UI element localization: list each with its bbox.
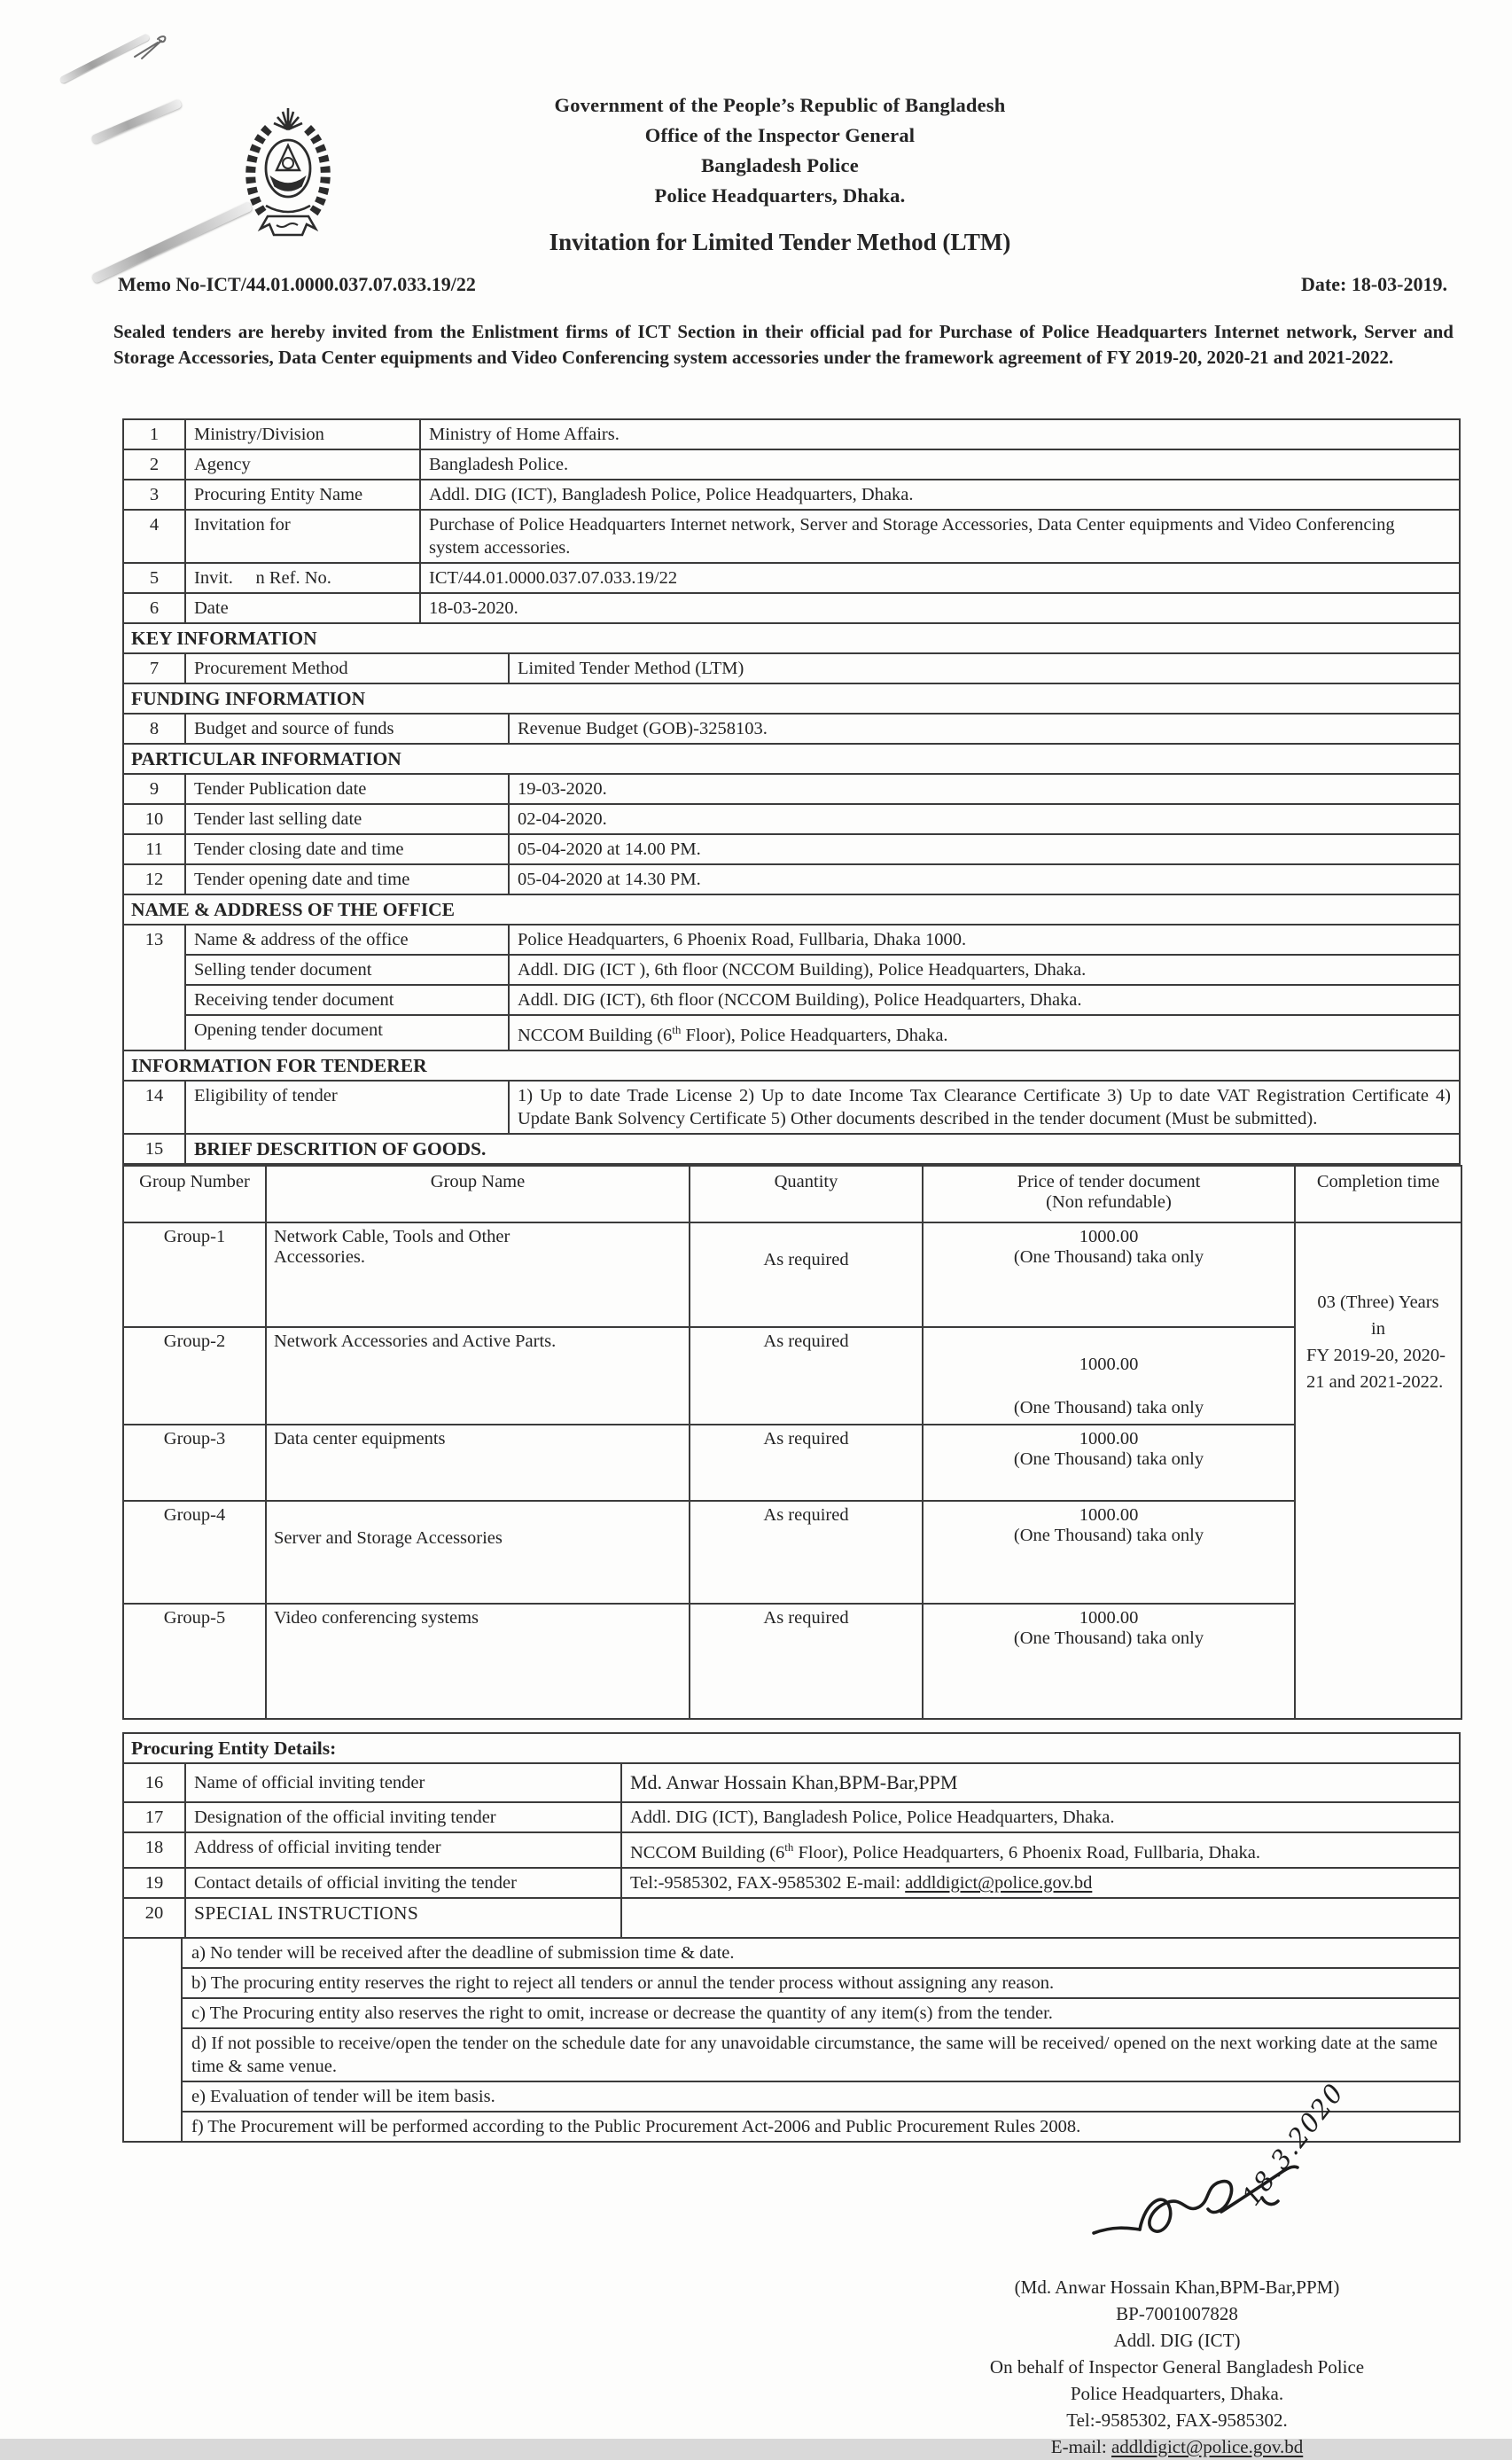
table-row-15: [124, 1133, 1459, 1163]
group-quantity: As required: [690, 1222, 923, 1327]
goods-row-group-4: [123, 1501, 1461, 1604]
row-value: Revenue Budget (GOB)-3258103.: [508, 715, 1459, 743]
row-value: 02-04-2020.: [508, 805, 1459, 833]
signature-area: [902, 2076, 1452, 2274]
row-value: 18-03-2020.: [419, 594, 1459, 622]
group-price: 1000.00 (One Thousand) taka only: [923, 1501, 1295, 1604]
row-label: Invit. n Ref. No.: [184, 564, 419, 592]
row-number: 6: [149, 598, 160, 618]
row-label: SPECIAL INSTRUCTIONS: [184, 1899, 620, 1937]
group-name: Video conferencing systems: [266, 1604, 690, 1719]
row-label: Selling tender document: [184, 954, 508, 984]
header-line-office: Office of the Inspector General: [644, 124, 916, 146]
memo-date: Date: 18-03-2019.: [1301, 273, 1447, 295]
row-value: 05-04-2020 at 14.30 PM.: [508, 865, 1459, 894]
group-quantity: As required: [690, 1327, 923, 1425]
row-label: Receiving tender document: [184, 984, 508, 1014]
row-value: 05-04-2020 at 14.00 PM.: [508, 835, 1459, 863]
completion-time-cell: 03 (Three) Years in FY 2019-20, 2020- 21 and 2021-2022.: [1295, 1222, 1461, 1719]
instruction-item-f: f) The Procurement will be performed according to the Public Procurement Act-2006 and Public Procurement Rules 2008.: [183, 2111, 1459, 2141]
table-row-14: [124, 1080, 1459, 1133]
group-quantity: As required: [690, 1425, 923, 1501]
handwritten-signature: [1088, 2159, 1328, 2269]
row-number: 15: [144, 1138, 164, 1159]
row-label: Name & address of the office: [184, 925, 508, 954]
table-row-12: [124, 863, 1459, 894]
table-row-6: [124, 592, 1459, 622]
staple-mark: [90, 98, 182, 144]
row-label: Contact details of official inviting the tender: [184, 1869, 620, 1897]
row-number: 9: [149, 779, 160, 799]
table-row-11: [124, 833, 1459, 863]
section-header-information-for-tenderer: INFORMATION FOR TENDERER: [124, 1050, 1459, 1080]
row-value: Addl. DIG (ICT), 6th floor (NCCOM Building), Police Headquarters, Dhaka.: [508, 984, 1459, 1014]
row-value: Ministry of Home Affairs.: [419, 420, 1459, 449]
goods-row-group-5: [123, 1604, 1461, 1719]
section-header-funding-information: FUNDING INFORMATION: [124, 683, 1459, 713]
row-number: 3: [149, 485, 160, 504]
row-value: Addl. DIG (ICT), Bangladesh Police, Police Headquarters, Dhaka.: [620, 1803, 1459, 1831]
row-number: 7: [149, 659, 160, 678]
group-number: Group-2: [123, 1327, 266, 1425]
handwritten-date: 18.3.2020: [1235, 2076, 1351, 2212]
group-quantity: As required: [690, 1501, 923, 1604]
document-title: Invitation for Limited Tender Method (LTM): [549, 229, 1011, 255]
group-number: Group-4: [123, 1501, 266, 1604]
group-number: Group-1: [123, 1222, 266, 1327]
header-line-org: Bangladesh Police: [701, 154, 859, 176]
row-value: Police Headquarters, 6 Phoenix Road, Fullbaria, Dhaka 1000.: [508, 925, 1459, 954]
memo-row: [118, 273, 1447, 296]
group-name: Server and Storage Accessories: [266, 1501, 690, 1604]
row-number: 16: [144, 1772, 164, 1792]
row-value: Tel:-9585302, FAX-9585302 E-mail: addldigict@police.gov.bd: [620, 1869, 1459, 1897]
table-row-13: [124, 924, 1459, 1050]
table-row-3: [124, 479, 1459, 509]
row-label: BRIEF DESCRITION OF GOODS.: [184, 1135, 1459, 1163]
row-value: Bangladesh Police.: [419, 450, 1459, 479]
row-label: Address of official inviting tender: [184, 1833, 620, 1867]
signatory-email-line: E-mail: addldigict@police.gov.bd: [1050, 2435, 1304, 2457]
goods-header-quantity: Quantity: [690, 1166, 923, 1222]
goods-header-row: [123, 1166, 1461, 1222]
row-number: 20: [144, 1902, 164, 1923]
row-value: 19-03-2020.: [508, 775, 1459, 803]
row-label: Tender last selling date: [184, 805, 508, 833]
header-line-government: Government of the People’s Republic of Bangladesh: [554, 94, 1006, 116]
row-number: 14: [144, 1085, 164, 1105]
row-number: 2: [149, 455, 160, 474]
group-number: Group-5: [123, 1604, 266, 1719]
table-row-10: [124, 803, 1459, 833]
table-row-17: [124, 1801, 1459, 1831]
content-stack: [122, 418, 1461, 2460]
row-value: Addl. DIG (ICT), Bangladesh Police, Police Headquarters, Dhaka.: [419, 480, 1459, 509]
table-row-19: [124, 1867, 1459, 1897]
group-name: Network Accessories and Active Parts.: [266, 1327, 690, 1425]
group-price: 1000.00 (One Thousand) taka only: [923, 1222, 1295, 1327]
section-header-office-address: NAME & ADDRESS OF THE OFFICE: [124, 894, 1459, 924]
row-number: 8: [149, 719, 160, 738]
table-row-2: [124, 449, 1459, 479]
row-label: Date: [184, 594, 419, 622]
table-row-8: [124, 713, 1459, 743]
table-row-7: [124, 652, 1459, 683]
group-quantity: As required: [690, 1604, 923, 1719]
goods-row-group-2: [123, 1327, 1461, 1425]
instruction-item-e: e) Evaluation of tender will be item basis.: [183, 2081, 1459, 2111]
row-number: 13: [144, 930, 164, 949]
row-label: Tender Publication date: [184, 775, 508, 803]
table-row-1: [124, 420, 1459, 449]
table-row-9: [124, 773, 1459, 803]
signatory-email: addldigict@police.gov.bd: [1111, 2435, 1304, 2457]
group-name: Data center equipments: [266, 1425, 690, 1501]
group-name: Network Cable, Tools and Other Accessories.: [266, 1222, 690, 1327]
goods-header-price: Price of tender document (Non refundable): [923, 1166, 1295, 1222]
pen-scribble-mark: [131, 32, 172, 62]
signatory-designation: Addl. DIG (ICT): [1113, 2329, 1241, 2351]
table-row-16: [124, 1762, 1459, 1801]
row-value: ICT/44.01.0000.037.07.033.19/22: [419, 564, 1459, 592]
row-value: Md. Anwar Hossain Khan,BPM-Bar,PPM: [620, 1764, 1459, 1801]
row-number: 11: [145, 840, 163, 859]
row-value-empty: [620, 1899, 1459, 1937]
goods-header-group-number: Group Number: [123, 1166, 266, 1222]
row-number: 10: [144, 809, 164, 829]
row-value: NCCOM Building (6th Floor), Police Headquarters, Dhaka.: [508, 1014, 1459, 1050]
group-price: 1000.00 (One Thousand) taka only: [923, 1604, 1295, 1719]
row-label: Eligibility of tender: [184, 1082, 508, 1133]
instruction-item-c: c) The Procuring entity also reserves the right to omit, increase or decrease the quantity of any item(s) from the tender.: [183, 1997, 1459, 2027]
signatory-bp-number: BP-7001007828: [1116, 2302, 1238, 2324]
row-number: 17: [144, 1807, 164, 1827]
signatory-hq: Police Headquarters, Dhaka.: [1070, 2382, 1284, 2404]
goods-table: [122, 1165, 1462, 1720]
section-header-procuring-entity: Procuring Entity Details:: [131, 1737, 337, 1759]
section-header-key-information: KEY INFORMATION: [124, 622, 1459, 652]
row-value: 1) Up to date Trade License 2) Up to date Income Tax Clearance Certificate 3) Up to date VAT Registration Certificate 4) Update Bank Solvency Certificate 5) Other documents described in the tender document (Must be submitted).: [508, 1082, 1459, 1133]
goods-header-completion: Completion time: [1295, 1166, 1461, 1222]
procuring-entity-table: [122, 1732, 1461, 2143]
signatory-name: (Md. Anwar Hossain Khan,BPM-Bar,PPM): [1014, 2276, 1340, 2298]
goods-header-group-name: Group Name: [266, 1166, 690, 1222]
row-number: 4: [149, 515, 160, 535]
group-price: 1000.00 (One Thousand) taka only: [923, 1425, 1295, 1501]
row-label: Tender opening date and time: [184, 865, 508, 894]
row-label: Budget and source of funds: [184, 715, 508, 743]
signatory-tel: Tel:-9585302, FAX-9585302.: [1066, 2409, 1288, 2431]
row-label: Procuring Entity Name: [184, 480, 419, 509]
row-label: Ministry/Division: [184, 420, 419, 449]
tender-info-table: [122, 418, 1461, 1165]
document-header: [177, 90, 1383, 211]
group-price: 1000.00 (One Thousand) taka only: [923, 1327, 1295, 1425]
row-number: 12: [144, 870, 164, 889]
table-row-4: [124, 509, 1459, 562]
instructions-gutter: [124, 1939, 183, 2141]
section-header-particular-information: PARTICULAR INFORMATION: [124, 743, 1459, 773]
signature-block: [902, 2076, 1452, 2460]
signatory-on-behalf: On behalf of Inspector General Bangladesh Police: [989, 2355, 1365, 2378]
row-number: 19: [144, 1872, 164, 1893]
group-number: Group-3: [123, 1425, 266, 1501]
header-line-hq: Police Headquarters, Dhaka.: [654, 184, 906, 207]
contact-email: addldigict@police.gov.bd: [905, 1872, 1093, 1893]
row-value: Purchase of Police Headquarters Internet network, Server and Storage Accessories, Data Center equipments and Video Conferencing system accessories.: [419, 511, 1459, 562]
instruction-item-d: d) If not possible to receive/open the tender on the schedule date for any unavoidable circumstance, the same will be received/ opened on the next working date at the same time & same venue.: [183, 2027, 1459, 2081]
special-instructions-block: [124, 1937, 1459, 2141]
goods-row-group-1: [123, 1222, 1461, 1327]
memo-number: Memo No-ICT/44.01.0000.037.07.033.19/22: [118, 273, 476, 295]
table-row-5: [124, 562, 1459, 592]
goods-row-group-3: [123, 1425, 1461, 1501]
row-label: Agency: [184, 450, 419, 479]
row-label: Designation of the official inviting tender: [184, 1803, 620, 1831]
row-value: Addl. DIG (ICT ), 6th floor (NCCOM Building), Police Headquarters, Dhaka.: [508, 954, 1459, 984]
row-label: Name of official inviting tender: [184, 1764, 620, 1801]
row-value: NCCOM Building (6th Floor), Police Headquarters, 6 Phoenix Road, Fullbaria, Dhaka.: [620, 1833, 1459, 1867]
row-label: Procurement Method: [184, 654, 508, 683]
row-number: 18: [144, 1837, 164, 1857]
row-label: Invitation for: [184, 511, 419, 562]
table-row-18: [124, 1831, 1459, 1867]
intro-paragraph: Sealed tenders are hereby invited from the Enlistment firms of ICT Section in their official pad for Purchase of Police Headquarters Internet network, Server and Storage Accessories, Data Center equipments and Video Conferencing system accessories under the framework agreement of FY 2019-20, 2020-21 and 2021-2022.: [113, 321, 1454, 368]
row-value: Limited Tender Method (LTM): [508, 654, 1459, 683]
row-number: 5: [149, 568, 160, 588]
instruction-item-a: a) No tender will be received after the deadline of submission time & date.: [191, 1942, 735, 1963]
table-row-20: [124, 1897, 1459, 1937]
instruction-item-b: b) The procuring entity reserves the right to reject all tenders or annul the tender process without assigning any reason.: [183, 1967, 1459, 1997]
row-label: Tender closing date and time: [184, 835, 508, 863]
row-label: Opening tender document: [184, 1014, 508, 1050]
row-number: 1: [149, 425, 160, 444]
